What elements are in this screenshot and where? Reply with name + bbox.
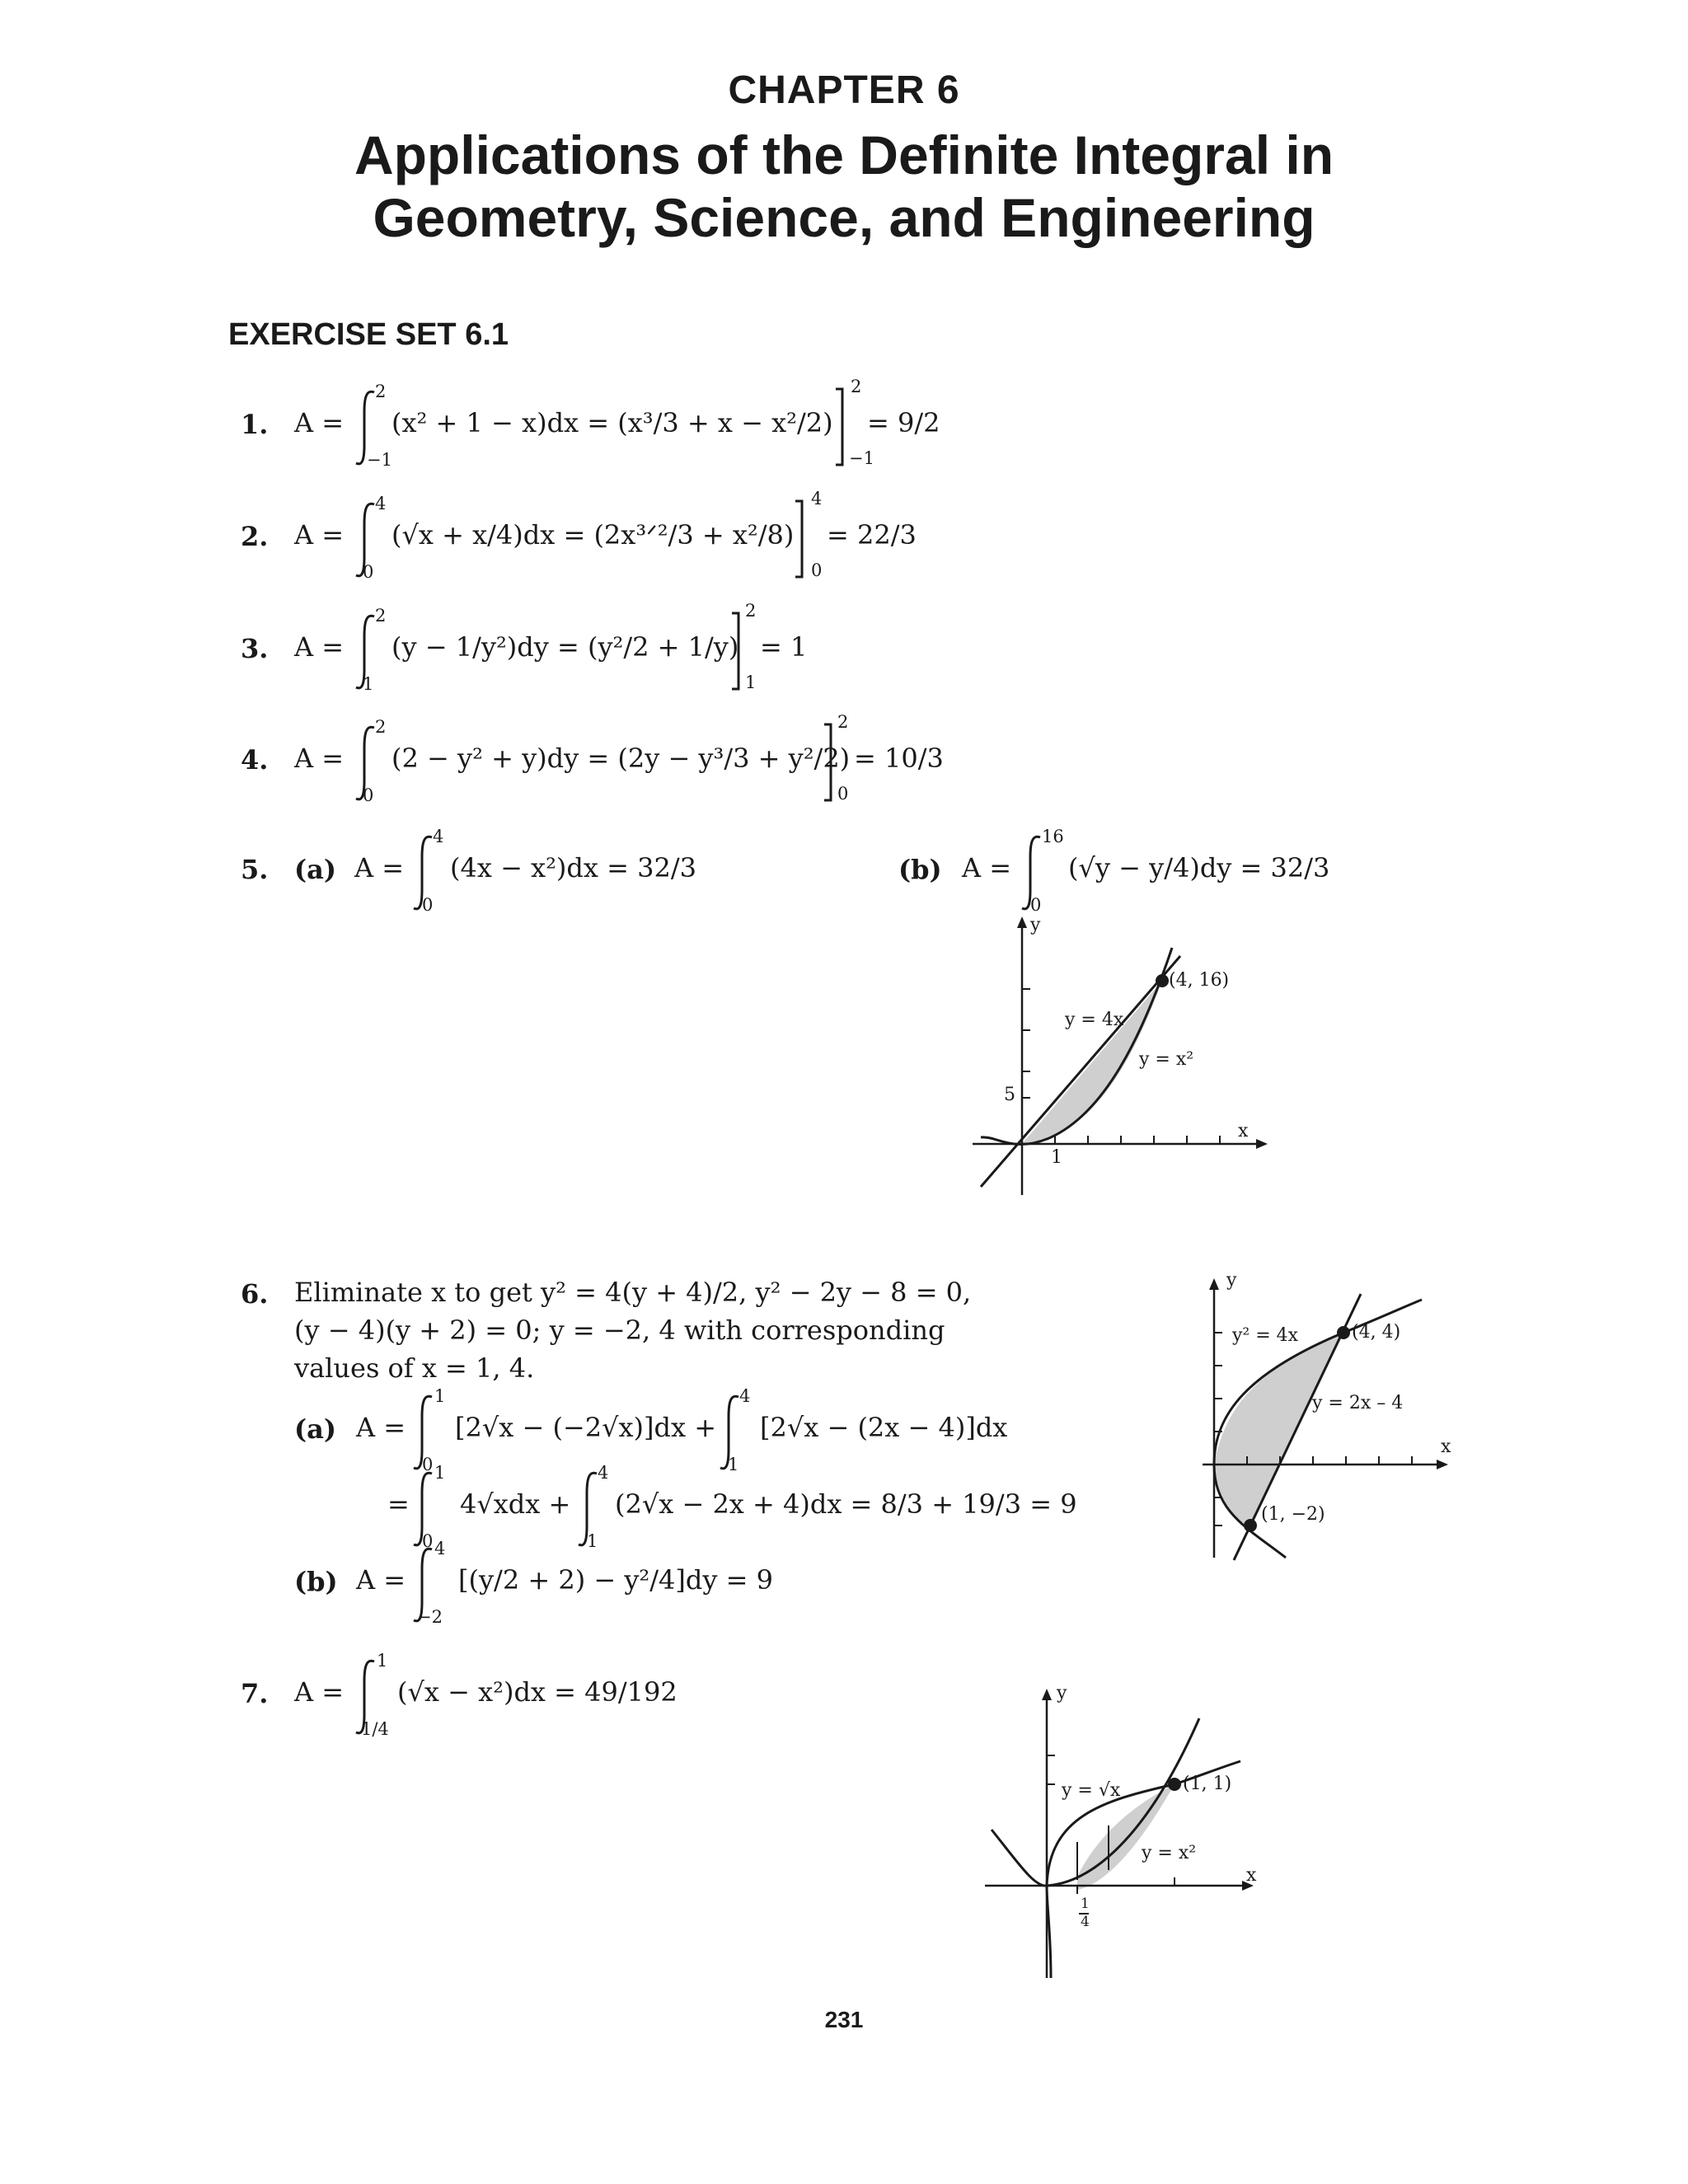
equation-lhs: A = xyxy=(356,1564,406,1596)
y-tick-label: 5 xyxy=(1004,1085,1015,1105)
result: = 9/2 xyxy=(867,407,940,438)
chapter-title-line-2: Geometry, Science, and Engineering xyxy=(373,187,1315,248)
upper-limit: 4 xyxy=(375,494,387,513)
result: = 22/3 xyxy=(827,519,917,551)
problem-number: 5. xyxy=(241,854,269,885)
lower-limit: −1 xyxy=(367,450,392,470)
page-number: 231 xyxy=(824,2007,864,2032)
shaded-region xyxy=(1214,1333,1343,1526)
evaluation-bracket xyxy=(730,612,742,691)
integrand: (2√x − 2x + 4)dx = 8/3 + 19/3 = 9 xyxy=(615,1488,1077,1520)
intersection-point-bottom xyxy=(1244,1519,1257,1532)
section-heading: EXERCISE SET 6.1 xyxy=(228,317,509,352)
equals-sign: = xyxy=(387,1488,410,1520)
integrand: (√x + x/4)dx = (2x³ᐟ²/3 + x²/8) xyxy=(392,519,795,551)
y-axis-arrow xyxy=(1209,1278,1219,1290)
lower-limit: 0 xyxy=(422,1455,434,1474)
point-top-label: (4, 4) xyxy=(1352,1322,1401,1343)
y-ticks xyxy=(1022,989,1030,1098)
evaluation-bracket xyxy=(794,499,805,579)
point-bottom-label: (1, −2) xyxy=(1261,1504,1325,1525)
x-axis-arrow xyxy=(1256,1139,1268,1149)
upper-limit: 2 xyxy=(375,606,387,626)
part-b-label: (b) xyxy=(294,1566,338,1597)
text-line-1: Eliminate x to get y² = 4(y + 4)/2, y² − 2y − 8 = 0, xyxy=(294,1277,972,1308)
integrand: (4x − x²)dx = 32/3 xyxy=(450,852,696,883)
evaluation-bracket xyxy=(834,387,846,466)
upper-limit: 4 xyxy=(598,1463,609,1483)
problem-number: 7. xyxy=(241,1678,269,1709)
integrand: 4√xdx + xyxy=(460,1488,571,1520)
problem-number: 4. xyxy=(241,744,269,776)
x-axis-label: x xyxy=(1246,1865,1257,1886)
figure-5 xyxy=(964,915,1269,1195)
text-line-3: values of x = 1, 4. xyxy=(294,1352,535,1384)
y-axis-arrow xyxy=(1042,1689,1052,1700)
part-a-label: (a) xyxy=(294,1413,337,1445)
integrand: [2√x − (2x − 4)]dx xyxy=(760,1412,1008,1443)
result: = 1 xyxy=(760,631,808,663)
equation-lhs: A = xyxy=(294,743,345,774)
intersection-point xyxy=(1156,974,1169,987)
upper-limit: 2 xyxy=(375,382,387,401)
chapter-label: CHAPTER 6 xyxy=(728,68,960,112)
text-line-2: (y − 4)(y + 2) = 0; y = −2, 4 with corresponding xyxy=(294,1315,945,1346)
integrand: (y − 1/y²)dy = (y²/2 + 1/y) xyxy=(392,631,739,663)
chapter-title-line-1: Applications of the Definite Integral in xyxy=(354,124,1334,185)
problem-number: 6. xyxy=(241,1278,269,1310)
lower-limit: 1/4 xyxy=(361,1719,389,1739)
integrand: [2√x − (−2√x)]dx + xyxy=(455,1412,717,1443)
intersection-point xyxy=(1168,1778,1181,1791)
evaluation-bracket xyxy=(823,723,834,802)
point-label: (1, 1) xyxy=(1183,1774,1232,1794)
line-label: y = 4x xyxy=(1065,1010,1124,1030)
lower-limit: 0 xyxy=(422,895,434,915)
upper-limit: 1 xyxy=(434,1386,446,1406)
curve-label: y² = 4x xyxy=(1232,1325,1299,1346)
integrand: (√x − x²)dx = 49/192 xyxy=(397,1676,678,1708)
eval-upper: 4 xyxy=(811,489,823,509)
part-b-label: (b) xyxy=(898,854,942,885)
y-axis-label: y xyxy=(1030,915,1041,935)
lower-limit: 0 xyxy=(363,785,374,805)
upper-limit: 2 xyxy=(375,717,387,737)
curve-label: y = x² xyxy=(1139,1049,1194,1070)
lower-limit: 0 xyxy=(363,562,374,582)
point-label: (4, 16) xyxy=(1169,970,1230,991)
y-ticks xyxy=(1047,1755,1055,1784)
lower-limit: −2 xyxy=(417,1607,443,1627)
equation-lhs: A = xyxy=(354,852,405,883)
line-y-4x xyxy=(981,956,1180,1187)
x-ticks xyxy=(1055,1136,1220,1144)
equation-lhs: A = xyxy=(294,407,345,438)
figure-6 xyxy=(1199,1273,1471,1562)
upper-limit: 1 xyxy=(434,1463,446,1483)
integrand: (√y − y/4)dy = 32/3 xyxy=(1068,852,1330,883)
x-tick-denominator: 4 xyxy=(1081,1914,1090,1930)
problem-number: 2. xyxy=(241,521,269,552)
eval-upper: 2 xyxy=(837,712,849,732)
curve1-label: y = √x xyxy=(1062,1780,1121,1801)
integrand: (2 − y² + y)dy = (2y − y³/3 + y²/2) xyxy=(392,743,851,774)
integrand: [(y/2 + 2) − y²/4]dy = 9 xyxy=(458,1564,773,1596)
result: = 10/3 xyxy=(854,743,944,774)
lower-limit: 0 xyxy=(422,1531,434,1551)
part-a-label: (a) xyxy=(294,854,337,885)
upper-limit: 4 xyxy=(433,827,444,846)
y-axis-arrow xyxy=(1017,916,1027,928)
upper-limit: 1 xyxy=(377,1651,388,1671)
equation-lhs: A = xyxy=(294,1676,345,1708)
x-tick-label: 1 xyxy=(1051,1147,1062,1168)
problem-number: 3. xyxy=(241,633,269,664)
x-axis-label: x xyxy=(1441,1436,1451,1457)
upper-limit: 4 xyxy=(739,1386,751,1406)
intersection-point-top xyxy=(1337,1326,1350,1339)
x-axis-label: x xyxy=(1238,1121,1249,1141)
integrand: (x² + 1 − x)dx = (x³/3 + x − x²/2) xyxy=(392,407,833,438)
eval-lower: 1 xyxy=(745,673,757,692)
equation-lhs: A = xyxy=(294,631,345,663)
y-axis-label: y xyxy=(1226,1270,1237,1291)
eval-upper: 2 xyxy=(851,377,862,396)
curve2-label: y = x² xyxy=(1142,1843,1197,1863)
figure-7 xyxy=(977,1685,1265,1982)
eval-lower: −1 xyxy=(849,448,874,468)
x-axis-arrow xyxy=(1437,1460,1448,1469)
y-axis-label: y xyxy=(1057,1683,1067,1704)
upper-limit: 4 xyxy=(434,1539,446,1558)
lower-limit: 1 xyxy=(363,674,374,694)
eval-lower: 0 xyxy=(837,784,849,804)
equation-lhs: A = xyxy=(356,1412,406,1443)
problem-number: 1. xyxy=(241,409,269,440)
line-label: y = 2x – 4 xyxy=(1312,1393,1404,1413)
equation-lhs: A = xyxy=(294,519,345,551)
equation-lhs: A = xyxy=(962,852,1012,883)
eval-lower: 0 xyxy=(811,560,823,580)
lower-limit: 1 xyxy=(587,1531,598,1551)
lower-limit: 1 xyxy=(728,1455,739,1474)
lower-limit: 0 xyxy=(1030,895,1042,915)
x-tick-numerator: 1 xyxy=(1081,1896,1090,1912)
eval-upper: 2 xyxy=(745,601,757,621)
upper-limit: 16 xyxy=(1042,827,1064,846)
